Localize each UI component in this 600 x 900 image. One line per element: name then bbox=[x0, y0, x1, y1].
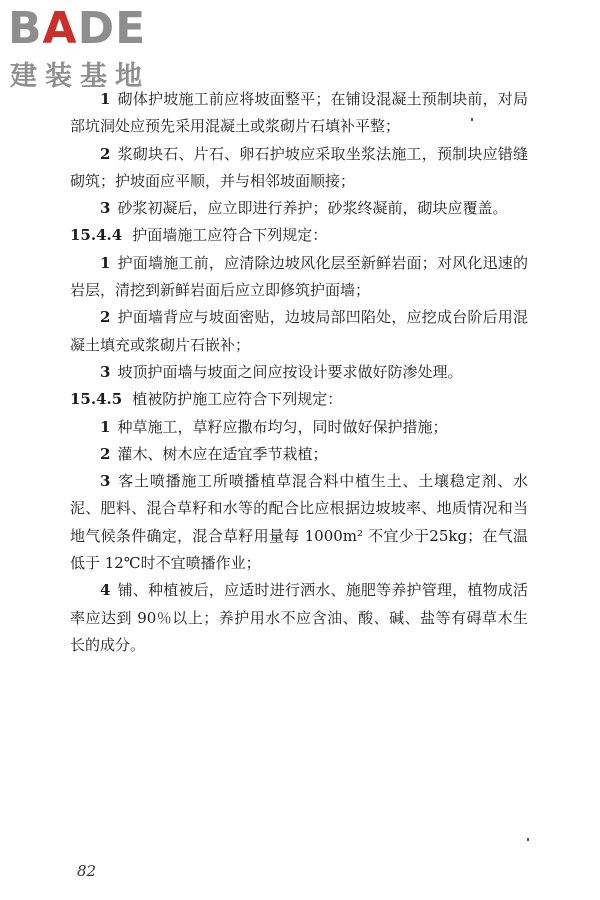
item-number: 4 bbox=[100, 581, 111, 600]
stray-mark bbox=[527, 838, 529, 841]
watermark-brand: BADE bbox=[8, 3, 147, 54]
list-item bbox=[70, 250, 528, 305]
item-text: 客土喷播施工所喷播植草混合料中植生土、土壤稳定剂、水泥、肥料、混合草籽和水等的配合比应根据边坡坡率、地质情况和当地气候条件确定，混合草籽用量每 1000m² 不宜少于25kg；在气温低于 12℃时不宜喷播作业； bbox=[70, 472, 528, 573]
item-text: 护面墙背应与坡面密贴，边坡局部凹陷处，应挖成台阶后用混凝土填充或浆砌片石嵌补； bbox=[70, 308, 528, 354]
watermark-subtitle: 建装基地 bbox=[10, 61, 150, 92]
list-item bbox=[70, 304, 528, 359]
item-number: 3 bbox=[100, 362, 111, 381]
list-item bbox=[70, 414, 528, 441]
watermark-logo bbox=[8, 4, 178, 94]
section-heading bbox=[70, 222, 528, 249]
list-item bbox=[70, 468, 528, 577]
list-item bbox=[70, 577, 528, 659]
section-number: 15.4.5 bbox=[70, 390, 123, 409]
item-text: 灌木、树木应在适宜季节栽植； bbox=[117, 444, 328, 463]
stray-mark bbox=[471, 118, 473, 121]
item-number: 2 bbox=[100, 444, 111, 463]
item-number: 2 bbox=[100, 144, 111, 163]
item-text: 铺、种植被后，应适时进行洒水、施肥等养护管理，植物成活率应达到 90％以上；养护用水不应含油、酸、碱、盐等有碍草木生长的成分。 bbox=[70, 581, 528, 654]
item-text: 砌体护坡施工前应将坡面整平；在铺设混凝土预制块前，对局部坑洞处应预先采用混凝土或浆砌片石填补平整； bbox=[70, 90, 528, 136]
list-item bbox=[70, 141, 528, 196]
list-item bbox=[70, 359, 528, 386]
item-text: 坡顶护面墙与坡面之间应按设计要求做好防渗处理。 bbox=[117, 362, 463, 381]
item-number: 2 bbox=[100, 308, 111, 327]
item-number: 3 bbox=[100, 472, 111, 491]
section-title: 护面墙施工应符合下列规定： bbox=[132, 226, 328, 245]
list-item bbox=[70, 86, 528, 141]
section-number: 15.4.4 bbox=[70, 226, 123, 245]
item-number: 3 bbox=[100, 199, 111, 218]
item-text: 种草施工，草籽应撒布均匀，同时做好保护措施； bbox=[117, 417, 448, 436]
document-body bbox=[70, 86, 528, 659]
item-number: 1 bbox=[100, 90, 111, 108]
section-heading bbox=[70, 386, 528, 413]
item-text: 护面墙施工前，应清除边坡风化层至新鲜岩面；对风化迅速的岩层，清挖到新鲜岩面后应立即修筑护面墙； bbox=[70, 253, 528, 300]
item-number: 1 bbox=[100, 417, 111, 436]
list-item bbox=[70, 441, 528, 468]
section-title: 植被防护施工应符合下列规定： bbox=[132, 390, 343, 409]
list-item bbox=[70, 195, 528, 222]
item-number: 1 bbox=[100, 253, 111, 272]
page-number: 82 bbox=[77, 862, 97, 880]
item-text: 浆砌块石、片石、卵石护坡应采取坐浆法施工，预制块应错缝砌筑；护坡面应平顺，并与相邻坡面顺接； bbox=[70, 144, 528, 190]
item-text: 砂浆初凝后，应立即进行养护；砂浆终凝前，砌块应覆盖。 bbox=[117, 199, 508, 218]
